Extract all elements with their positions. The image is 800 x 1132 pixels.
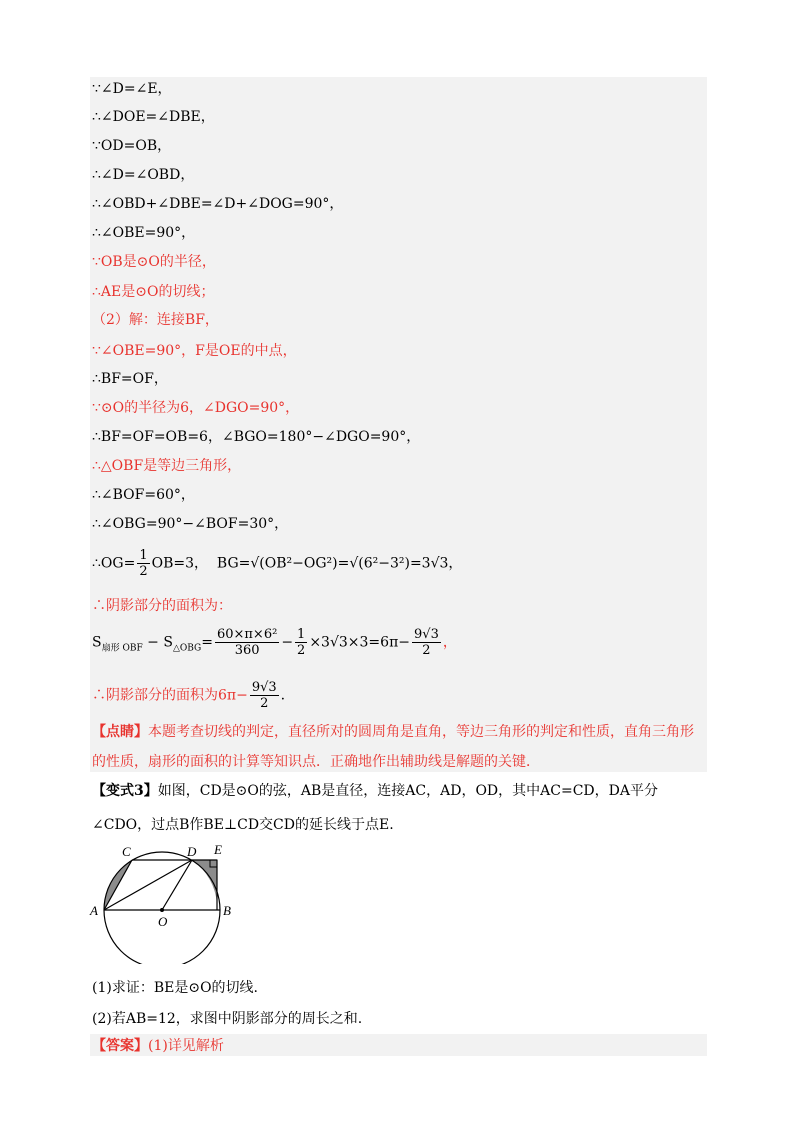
answer-line: 【答案】(1)详见解析 [92,1038,224,1054]
formula-area: $S_{扇形 OBF} - S_{\triangle OBG}=$ $\frac{\text{60×π×6²}}{360}$ − $\frac{1}{2}$ ×3√3×3=6π− $\frac{9√3}{2}$ ， [92,627,457,658]
shadow-area-label: ∴阴影部分的面积为： [92,598,232,614]
solution-line: ∵∠OBE=90°，F是OE的中点， [92,343,297,359]
solution-line: ∵⊙O的半径为6，∠DGO=90°， [92,400,300,416]
comment-line-1: 【点睛】本题考查切线的判定，直径所对的圆周角是直角，等边三角形的判定和性质，直角三角形 [92,724,694,740]
solution-line: ∵OD=OB， [92,138,172,154]
solution-line: ∴∠D=∠OBD， [92,167,195,183]
solution-line: ∴∠OBG=90°−∠BOF=30°， [92,516,289,532]
solution-line: ∴∠BOF=60°， [92,487,195,503]
solution-line: ∴AE是⊙O的切线； [92,284,215,300]
solution-line: ∴∠DOE=∠DBE， [92,109,215,125]
solution-line: ∵OB是⊙O的半径， [92,254,216,270]
center-dot [160,908,164,912]
solution-line: （2）解：连接BF， [92,312,219,328]
solution-line: ∵∠D=∠E， [92,81,172,97]
formula-og: ∴OG= $\frac{1}{2}$ OB=3， BG=√(OB²−OG²)=√(6²−3²)=3√3， [92,548,463,579]
solution-line: ∴∠OBD+∠DBE=∠D+∠DOG=90°， [92,196,344,212]
label-e: E [214,842,222,857]
formula-result: ∴阴影部分的面积为6π− $\frac{9√3}{2}$ . [92,680,286,711]
question-2: (2)若AB=12，求图中阴影部分的周长之和. [92,1011,363,1027]
solution-line: ∴∠OBE=90°， [92,225,196,241]
variant-line-2: ∠CDO，过点B作BE⊥CD交CD的延长线于点E. [92,817,394,833]
variant-line-1: 【变式3】如图，CD是⊙O的弦，AB是直径，连接AC，AD，OD，其中AC=CD，DA平分 [92,783,658,799]
fraction-half-2: $\frac{1}{2}$ [297,627,306,658]
label-c: C [122,844,131,859]
geometry-figure [88,838,248,964]
comment-line-2: 的性质，扇形的面积的计算等知识点．正确地作出辅助线是解题的关键． [92,754,540,770]
label-d: D [187,844,197,859]
fraction-half: $\frac{1}{2}$ [139,548,148,579]
line-od [162,860,192,910]
solution-line: ∴△OBF是等边三角形， [92,458,242,474]
question-1: (1)求证：BE是⊙O的切线. [92,980,258,996]
solution-line: ∴BF=OF， [92,371,168,387]
solution-line: ∴BF=OF=OB=6，∠BGO=180°−∠DGO=90°， [92,429,421,445]
fraction-final: $\frac{9√3}{2}$ [251,680,277,711]
fraction-result: $\frac{9√3}{2}$ [414,627,439,658]
label-a: A [90,903,98,918]
fraction-sector: $\frac{\text{60×π×6²}}{360}$ [216,627,278,658]
label-b: B [223,903,231,918]
label-o: O [158,914,168,929]
